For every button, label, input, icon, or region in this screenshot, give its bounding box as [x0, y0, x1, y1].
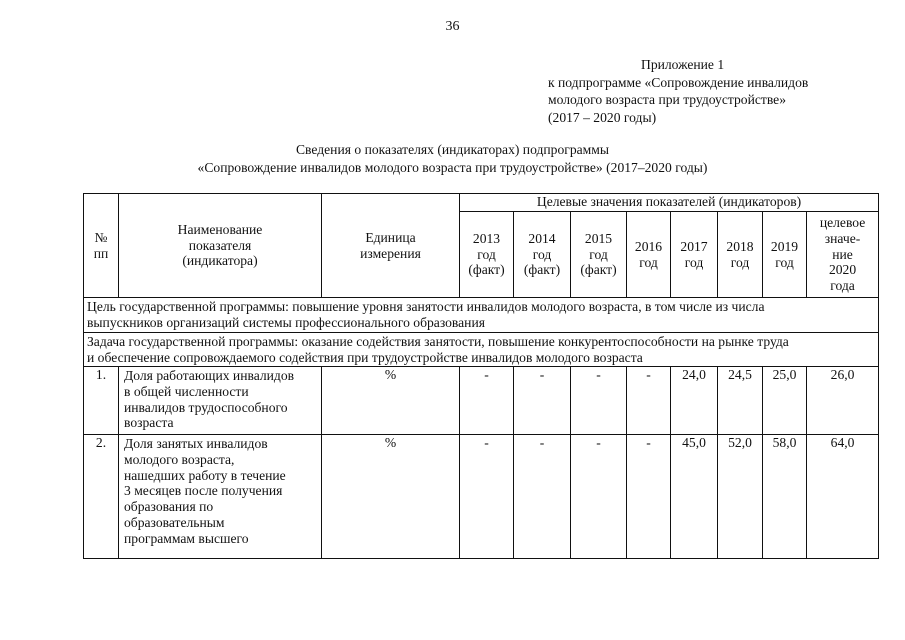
row-name: Доля работающих инвалидов в общей численности инвалидов трудоспособного возраста: [119, 367, 322, 435]
row-value: -: [627, 435, 671, 559]
row-value: 52,0: [718, 435, 763, 559]
row-value: 26,0: [807, 367, 879, 435]
header-year-2015: 2015 год (факт): [571, 212, 627, 298]
row-unit: %: [322, 367, 460, 435]
document-title-line: «Сопровождение инвалидов молодого возраста при трудоустройстве» (2017–2020 годы): [197, 160, 708, 175]
header-year-2018: 2018 год: [718, 212, 763, 298]
row-num: 2.: [84, 435, 119, 559]
appendix-note: [548, 56, 808, 126]
row-value: -: [460, 367, 514, 435]
row-value: 64,0: [807, 435, 879, 559]
row-value: 45,0: [671, 435, 718, 559]
row-value: -: [460, 435, 514, 559]
indicators-table: [83, 193, 879, 559]
header-year-2014: 2014 год (факт): [514, 212, 571, 298]
appendix-line: к подпрограмме «Сопровождение инвалидов: [548, 74, 809, 90]
header-year-2019: 2019 год: [763, 212, 807, 298]
row-value: -: [571, 367, 627, 435]
document-title-line: Сведения о показателях (индикаторах) подпрограммы: [295, 142, 610, 157]
row-value: 58,0: [763, 435, 807, 559]
header-unit: Единица измерения: [322, 194, 460, 298]
appendix-line: молодого возраста при трудоустройстве»: [548, 92, 787, 108]
header-target-2020: целевое значе- ние 2020 года: [807, 212, 879, 298]
task-row: Задача государственной программы: оказание содействия занятости, повышение конкурентоспособности на рынке труда и обеспечение сопровождаемого содействия при трудоустройстве инвалидов молодого возраста: [84, 333, 879, 367]
header-num: № пп: [84, 194, 119, 298]
row-value: -: [514, 367, 571, 435]
row-value: -: [571, 435, 627, 559]
table-row: [84, 367, 879, 435]
appendix-line: Приложение 1: [641, 57, 725, 72]
header-targets: Целевые значения показателей (индикаторов): [460, 194, 879, 212]
row-unit: %: [322, 435, 460, 559]
row-value: -: [627, 367, 671, 435]
row-value: 24,5: [718, 367, 763, 435]
header-year-2017: 2017 год: [671, 212, 718, 298]
appendix-line: (2017 – 2020 годы): [548, 109, 657, 125]
row-name: Доля занятых инвалидов молодого возраста, нашедших работу в течение 3 месяцев после получения образования по образовательным программам высшего: [119, 435, 322, 559]
row-num: 1.: [84, 367, 119, 435]
header-year-2016: 2016 год: [627, 212, 671, 298]
header-year-2013: 2013 год (факт): [460, 212, 514, 298]
row-value: 24,0: [671, 367, 718, 435]
document-title: [0, 141, 905, 177]
goal-row: Цель государственной программы: повышение уровня занятости инвалидов молодого возраста, в том числе из числа выпускников организаций системы профессионального образования: [84, 298, 879, 333]
header-name: Наименование показателя (индикатора): [119, 194, 322, 298]
table-row: [84, 435, 879, 559]
row-value: -: [514, 435, 571, 559]
row-value: 25,0: [763, 367, 807, 435]
page-number: 36: [445, 19, 460, 34]
